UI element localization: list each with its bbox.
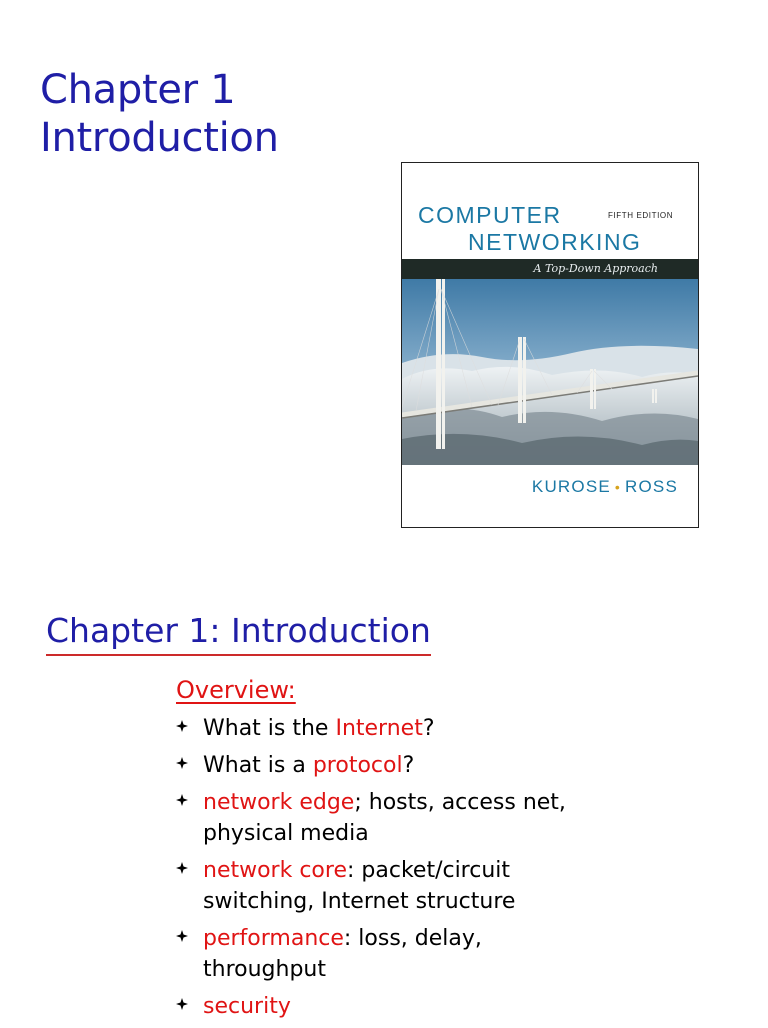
cover-title-computer: COMPUTER (418, 202, 562, 228)
cover-title-networking: NETWORKING (468, 229, 642, 255)
cover-authors (402, 477, 698, 497)
bullet-network-edge: network edge; hosts, access net, physical media (176, 787, 596, 849)
diamond-bullet-icon (176, 794, 188, 806)
highlight-term: security (203, 994, 291, 1019)
overview-label: Overview: (176, 676, 296, 704)
slide-title (40, 66, 279, 162)
diamond-bullet-icon (176, 998, 188, 1010)
section-heading: Chapter 1: Introduction (46, 610, 431, 656)
bullet-security (176, 991, 596, 1022)
diamond-bullet-icon (176, 720, 188, 732)
cover-subtitle-band (402, 259, 698, 279)
cover-title-area (402, 163, 698, 259)
title-line-2: Introduction (40, 115, 279, 161)
cover-author-kurose: KUROSE (531, 477, 611, 496)
bullet-network-core: network core: packet/circuit switching, Internet structure (176, 855, 596, 917)
bridge-photo (402, 279, 698, 465)
bullet-internet: What is the Internet? (176, 713, 596, 744)
highlight-term: protocol (312, 753, 403, 778)
diamond-bullet-icon (176, 757, 188, 769)
cover-author-ross: ROSS (625, 477, 678, 496)
overview-bullet-list (176, 713, 596, 1028)
highlight-term: Internet (335, 716, 423, 741)
author-separator-dot: • (614, 479, 622, 495)
title-line-1: Chapter 1 (40, 67, 236, 113)
highlight-term: network core (203, 858, 347, 883)
diamond-bullet-icon (176, 862, 188, 874)
book-cover-image (401, 162, 699, 528)
highlight-term: performance (203, 926, 344, 951)
cover-subtitle: A Top-Down Approach (533, 262, 658, 275)
bullet-protocol: What is a protocol? (176, 750, 596, 781)
bullet-performance: performance: loss, delay, throughput (176, 923, 596, 985)
highlight-term: network edge (203, 790, 355, 815)
cover-edition: FIFTH EDITION (608, 211, 674, 220)
diamond-bullet-icon (176, 930, 188, 942)
